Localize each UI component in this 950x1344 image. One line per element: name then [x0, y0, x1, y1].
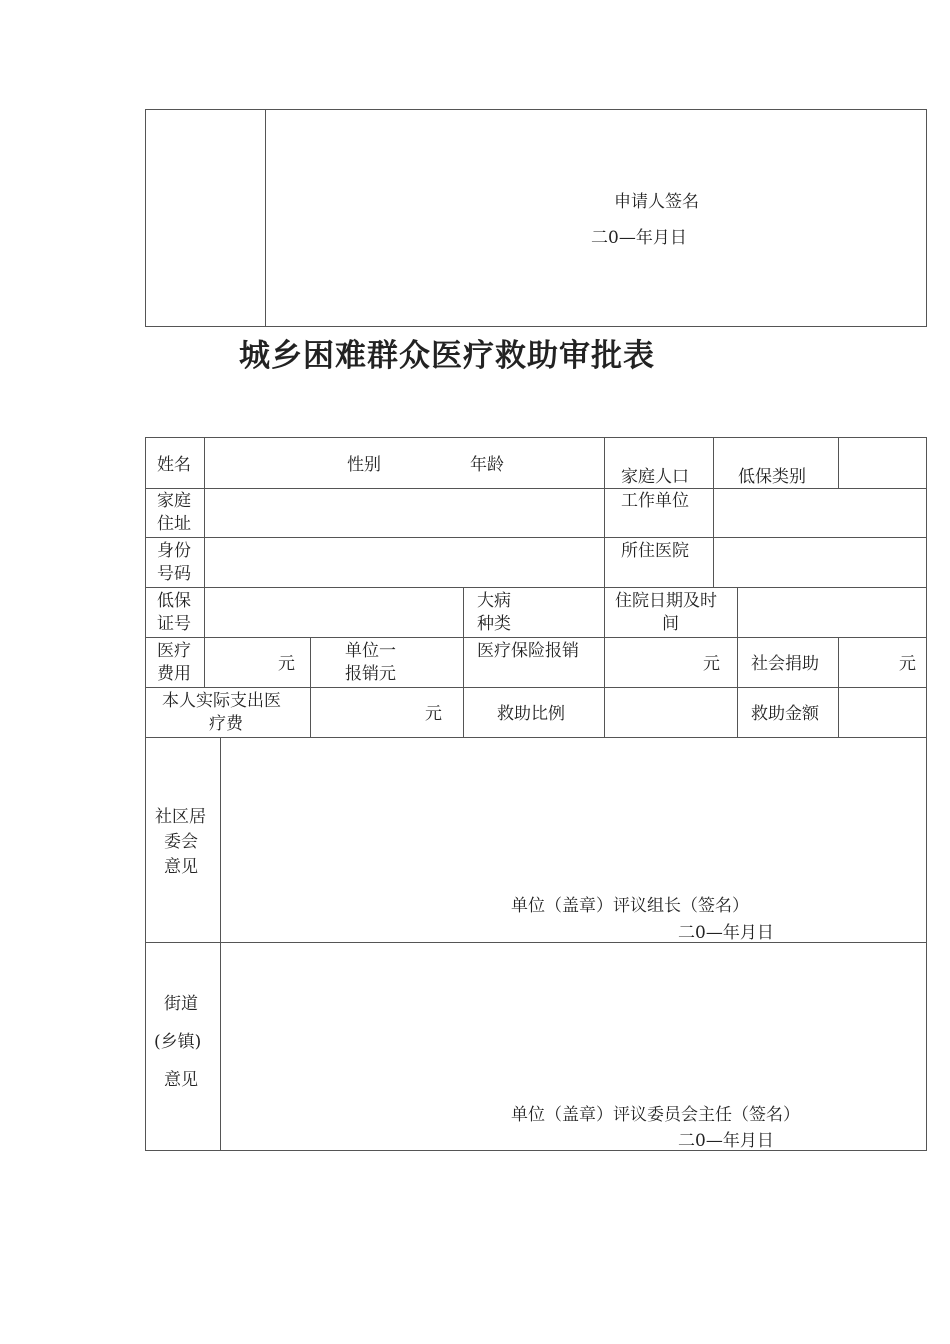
medical-cost-label-line1: 医疗	[157, 641, 191, 661]
col-divider	[463, 587, 464, 737]
row-divider	[145, 687, 927, 688]
social-donation-label: 社会捐助	[751, 654, 819, 674]
top-date-line: 二0—年月日	[591, 228, 687, 248]
employer-reimb-label-line1: 单位一	[345, 641, 396, 661]
id-label-line1: 身份	[157, 541, 191, 561]
row-divider	[145, 488, 605, 489]
admission-label-line2: 间	[662, 614, 679, 634]
disease-type-label-line1: 大病	[477, 591, 511, 611]
household-size-label: 家庭人口	[621, 467, 689, 487]
row-divider	[145, 537, 927, 538]
address-label-line1: 家庭	[157, 491, 191, 511]
actual-expense-unit: 元	[425, 704, 442, 724]
actual-expense-label-line2: 疗费	[209, 714, 243, 734]
page-title: 城乡困难群众医疗救助审批表	[239, 338, 655, 374]
dibao-cert-label-line2: 证号	[157, 614, 191, 634]
col-divider	[204, 437, 205, 687]
approval-form-table	[145, 437, 927, 1151]
address-label-line2: 住址	[157, 514, 191, 534]
row-divider	[145, 942, 927, 943]
social-donation-unit: 元	[899, 654, 916, 674]
insurance-reimb-label: 医疗保险报销	[477, 641, 579, 661]
medical-cost-label-line2: 费用	[157, 664, 191, 684]
gender-label: 性别	[347, 455, 381, 475]
row-divider	[145, 637, 927, 638]
hospital-label: 所住医院	[621, 541, 689, 561]
admission-label-line1: 住院日期及时	[615, 591, 717, 611]
row-divider	[145, 587, 927, 588]
col-divider	[310, 637, 311, 737]
col-divider	[220, 737, 221, 1151]
aid-ratio-label: 救助比例	[497, 704, 565, 724]
col-divider	[838, 437, 839, 488]
street-label-line3: 意见	[164, 1070, 198, 1090]
street-label-line2: (乡镇)	[154, 1032, 202, 1052]
aid-amount-label: 救助金额	[751, 704, 819, 724]
community-date-line: 二0—年月日	[678, 923, 774, 943]
medical-cost-unit: 元	[278, 654, 295, 674]
dibao-cert-label-line1: 低保	[157, 591, 191, 611]
col-divider	[713, 437, 714, 587]
workplace-label: 工作单位	[621, 491, 689, 511]
name-label: 姓名	[157, 455, 191, 475]
col-divider	[604, 437, 605, 737]
insurance-reimb-unit: 元	[703, 654, 720, 674]
street-signature-line: 单位（盖章）评议委员会主任（签名）	[511, 1105, 800, 1125]
actual-expense-label-line1: 本人实际支出医	[162, 691, 281, 711]
employer-reimb-label-line2: 报销元	[345, 664, 396, 684]
id-label-line2: 号码	[157, 564, 191, 584]
disease-type-label-line2: 种类	[477, 614, 511, 634]
community-label-line2: 委会	[164, 832, 198, 852]
col-divider	[737, 587, 738, 737]
community-label-line1: 社区居	[155, 807, 206, 827]
street-label-line1: 街道	[164, 994, 198, 1014]
row-divider	[145, 737, 927, 738]
age-label: 年龄	[470, 455, 504, 475]
top-box	[145, 109, 927, 327]
dibao-type-label: 低保类别	[738, 467, 806, 487]
community-signature-line: 单位（盖章）评议组长（签名）	[511, 896, 749, 916]
street-date-line: 二0—年月日	[678, 1131, 774, 1151]
community-label-line3: 意见	[164, 857, 198, 877]
col-divider	[838, 637, 839, 737]
applicant-signature-label: 申请人签名	[614, 192, 699, 212]
top-box-divider	[265, 109, 266, 327]
